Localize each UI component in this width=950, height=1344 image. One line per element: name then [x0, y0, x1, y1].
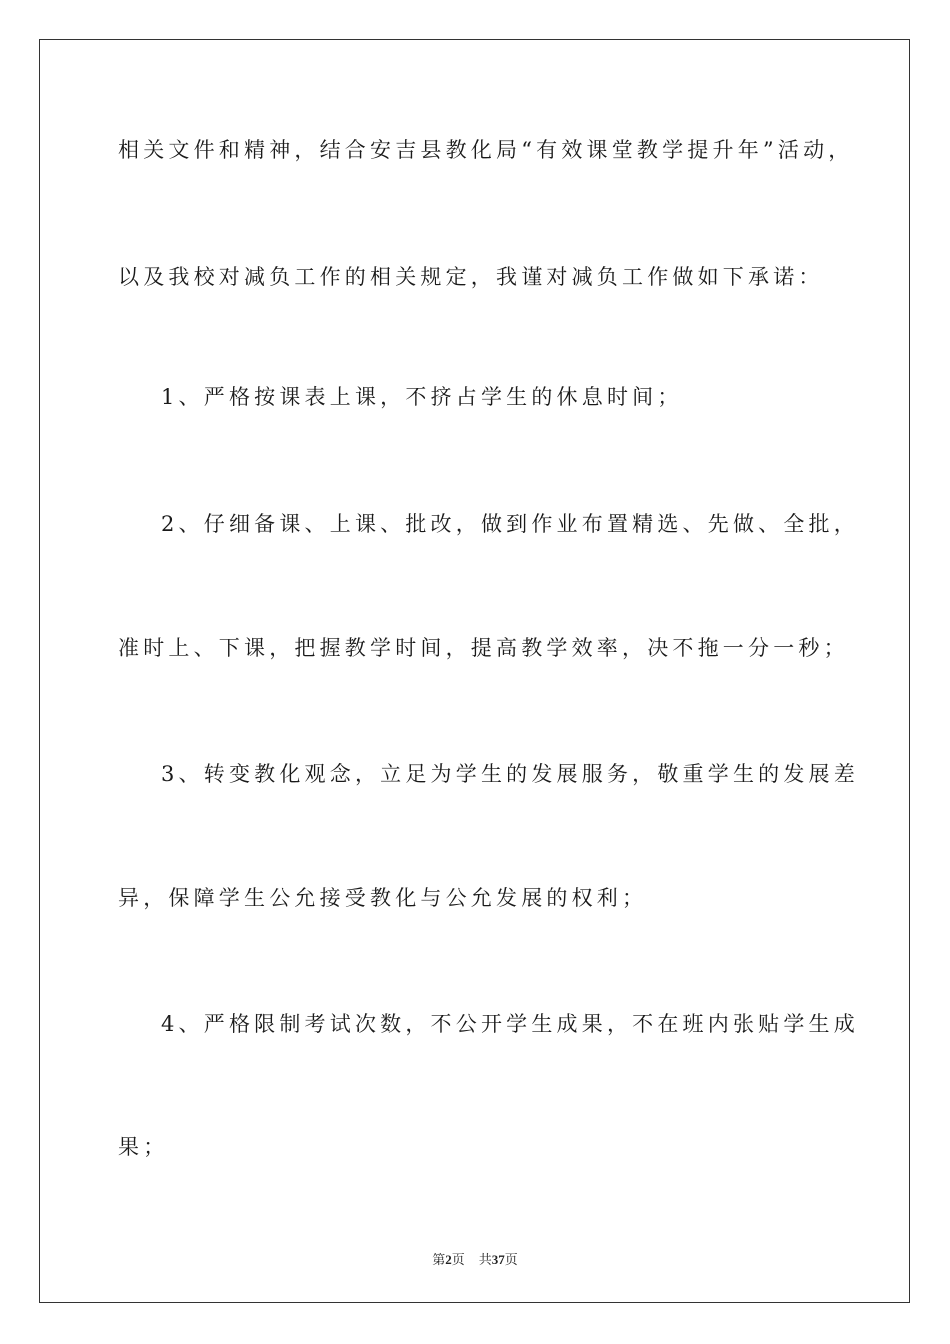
footer-total-prefix: 共 — [478, 1252, 492, 1267]
list-item-4-line-1: 4、严格限制考试次数，不公开学生成果，不在班内张贴学生成 — [161, 1012, 859, 1036]
footer-total-suffix: 页 — [504, 1252, 518, 1267]
list-item-3-line-2: 异，保障学生公允接受教化与公允发展的权利； — [118, 886, 648, 910]
body-text-line-2: 以及我校对减负工作的相关规定，我谨对减负工作做如下承诺： — [118, 265, 824, 289]
page-border — [39, 39, 910, 1303]
page-footer — [0, 1249, 950, 1268]
footer-page-prefix: 第 — [432, 1252, 446, 1267]
footer-page-current: 2 — [445, 1252, 452, 1267]
list-item-1: 1、严格按课表上课，不挤占学生的休息时间； — [161, 385, 683, 409]
list-item-2-line-2: 准时上、下课，把握教学时间，提高教学效率，决不拖一分一秒； — [118, 636, 849, 660]
footer-page-suffix: 页 — [451, 1252, 465, 1267]
footer-page-total: 37 — [491, 1252, 505, 1267]
list-item-2-line-1: 2、仔细备课、上课、批改，做到作业布置精选、先做、全批， — [161, 512, 859, 536]
body-text-line-1: 相关文件和精神，结合安吉县教化局“有效课堂教学提升年”活动， — [118, 138, 854, 162]
list-item-4-line-2: 果； — [118, 1135, 169, 1159]
list-item-3-line-1: 3、转变教化观念，立足为学生的发展服务，敬重学生的发展差 — [161, 762, 859, 786]
